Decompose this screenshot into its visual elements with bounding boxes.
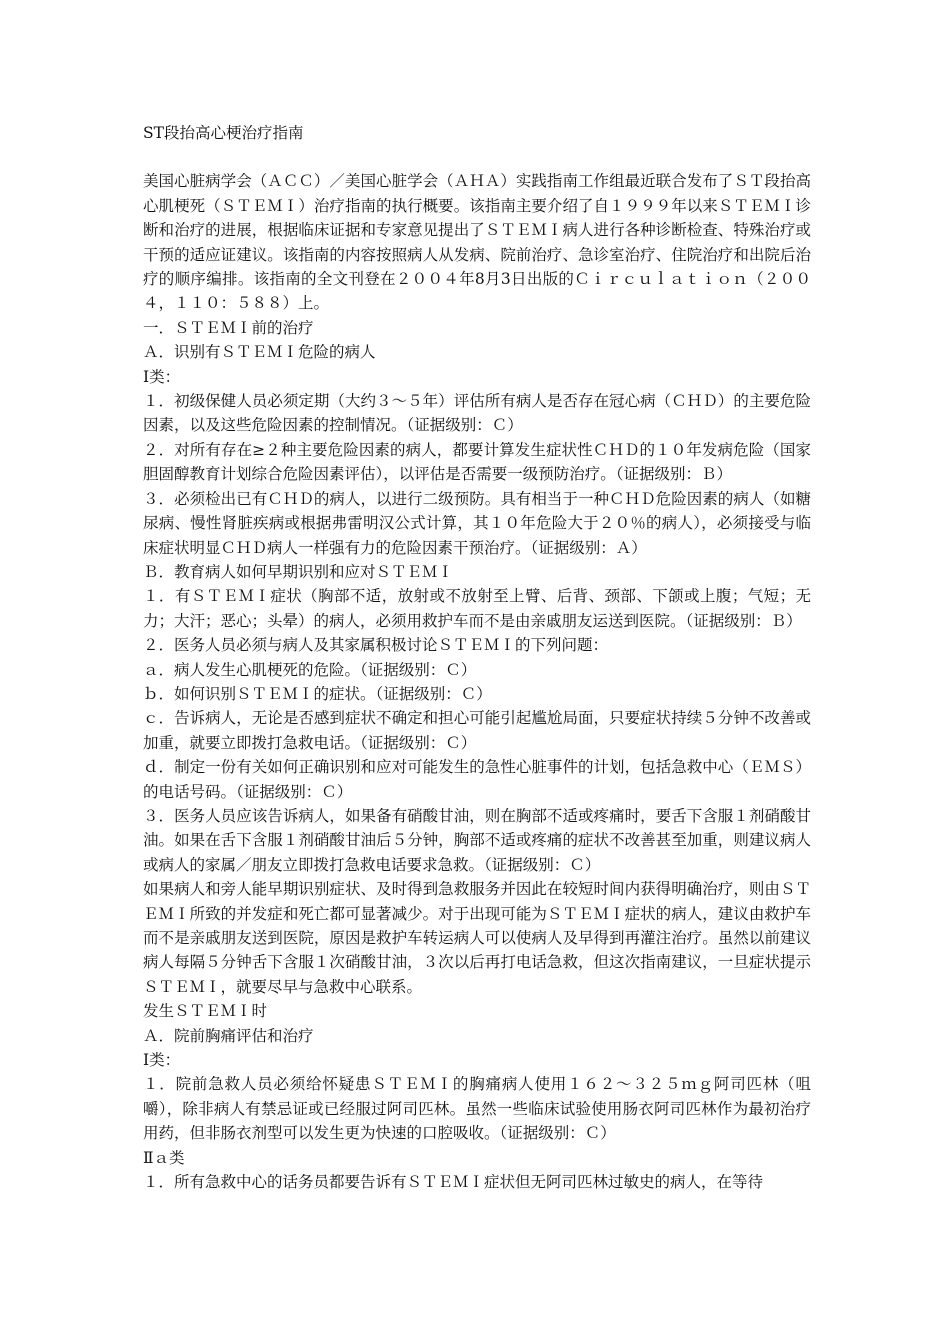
paragraph: Ａ．院前胸痛评估和治疗 bbox=[143, 1026, 314, 1045]
paragraph: ２．医务人员必须与病人及其家属积极讨论ＳＴＥＭＩ的下列问题： bbox=[143, 636, 609, 655]
paragraph: Ｂ．教育病人如何早期识别和应对ＳＴＥＭＩ bbox=[143, 562, 454, 581]
paragraph: ａ．病人发生心肌梗死的危险。（证据级别：Ｃ） bbox=[143, 660, 477, 679]
document-title: ST段抬高心梗治疗指南 bbox=[143, 124, 304, 142]
paragraph: Ⅰ类： bbox=[143, 1051, 181, 1070]
paragraph: ｄ．制定一份有关如何正确识别和应对可能发生的急性心脏事件的计划，包括急救中心（ＥＭＳ）的电话号码。（证据级别：Ｃ） bbox=[143, 758, 811, 801]
paragraph: Ⅰ类： bbox=[143, 367, 181, 386]
paragraph: ２．对所有存在≥２种主要危险因素的病人，都要计算发生症状性ＣＨＤ的１０年发病危险（国家胆固醇教育计划综合危险因素评估），以评估是否需要一级预防治疗。（证据级别：Ｂ） bbox=[143, 440, 811, 484]
paragraph: ｂ．如何识别ＳＴＥＭＩ的症状。（证据级别：Ｃ） bbox=[143, 684, 492, 703]
paragraph: １．院前急救人员必须给怀疑患ＳＴＥＭＩ的胸痛病人使用１６２～３２５ｍｇ阿司匹林（咀嚼），除非病人有禁忌证或已经服过阿司匹林。虽然一些临床试验使用肠衣阿司匹林作为最初治疗用药，但非肠衣剂型可以发生更为快速的口腔吸收。（证据级别：Ｃ） bbox=[143, 1075, 811, 1143]
paragraph: ｃ．告诉病人，无论是否感到症状不确定和担心可能引起尴尬局面，只要症状持续５分钟不改善或加重，就要立即拨打急救电话。（证据级别：Ｃ） bbox=[143, 709, 811, 752]
document-page bbox=[143, 121, 811, 1194]
paragraph: 一．ＳＴＥＭＩ前的治疗 bbox=[143, 318, 314, 337]
paragraph: ３．必须检出已有ＣＨＤ的病人，以进行二级预防。具有相当于一种ＣＨＤ危险因素的病人（如糖尿病、慢性肾脏疾病或根据弗雷明汉公式计算，其１０年危险大于２０％的病人），必须接受与临床症状明显ＣＨＤ病人一样强有力的危险因素干预治疗。（证据级别：Ａ） bbox=[143, 489, 811, 557]
paragraph: １．有ＳＴＥＭＩ症状（胸部不适，放射或不放射至上臂、后背、颈部、下颌或上腹；气短；无力；大汗；恶心；头晕）的病人，必须用救护车而不是由亲戚朋友运送到医院。（证据级别：Ｂ） bbox=[143, 587, 811, 630]
paragraph: ３．医务人员应该告诉病人，如果备有硝酸甘油，则在胸部不适或疼痛时，要舌下含服１剂硝酸甘油。如果在舌下含服１剂硝酸甘油后５分钟，胸部不适或疼痛的症状不改善甚至加重，则建议病人或病人的家属／朋友立即拨打急救电话要求急救。（证据级别：Ｃ） bbox=[143, 806, 811, 874]
paragraph: 发生ＳＴＥＭＩ时 bbox=[143, 1002, 268, 1021]
paragraph: Ⅱａ类 bbox=[143, 1148, 185, 1167]
paragraph: 美国心脏病学会（ＡＣＣ）／美国心脏学会（ＡＨＡ）实践指南工作组最近联合发布了ＳＴ段抬高心肌梗死（ＳＴＥＭＩ）治疗指南的执行概要。该指南主要介绍了自１９９９年以来ＳＴＥＭＩ诊断和治疗的进展，根据临床证据和专家意见提出了ＳＴＥＭＩ病人进行各种诊断检查、特殊治疗或干预的适应证建议。该指南的内容按照病人从发病、院前治疗、急诊室治疗、住院治疗和出院后治疗的顺序编排。该指南的全文刊登在２００４年8月3日出版的Ｃｉｒｃｕｌａｔｉｏｎ（２００４，１１０：５８８）上。 bbox=[143, 172, 811, 313]
document-body bbox=[143, 169, 811, 1194]
paragraph: Ａ．识别有ＳＴＥＭＩ危险的病人 bbox=[143, 343, 376, 362]
paragraph: １．初级保健人员必须定期（大约３～５年）评估所有病人是否存在冠心病（ＣＨＤ）的主要危险因素，以及这些危险因素的控制情况。（证据级别：Ｃ） bbox=[143, 392, 811, 435]
paragraph: 如果病人和旁人能早期识别症状、及时得到急救服务并因此在较短时间内获得明确治疗，则由ＳＴＥＭＩ所致的并发症和死亡都可显著减少。对于出现可能为ＳＴＥＭＩ症状的病人，建议由救护车而不是亲戚朋友送到医院，原因是救护车转运病人可以使病人及早得到再灌注治疗。虽然以前建议病人每隔５分钟舌下含服１次硝酸甘油，３次以后再打电话急救，但这次指南建议，一旦症状提示ＳＴＥＭＩ，就要尽早与急救中心联系。 bbox=[143, 880, 811, 996]
paragraph: １．所有急救中心的话务员都要告诉有ＳＴＥＭＩ症状但无阿司匹林过敏史的病人，在等待 bbox=[143, 1173, 764, 1192]
